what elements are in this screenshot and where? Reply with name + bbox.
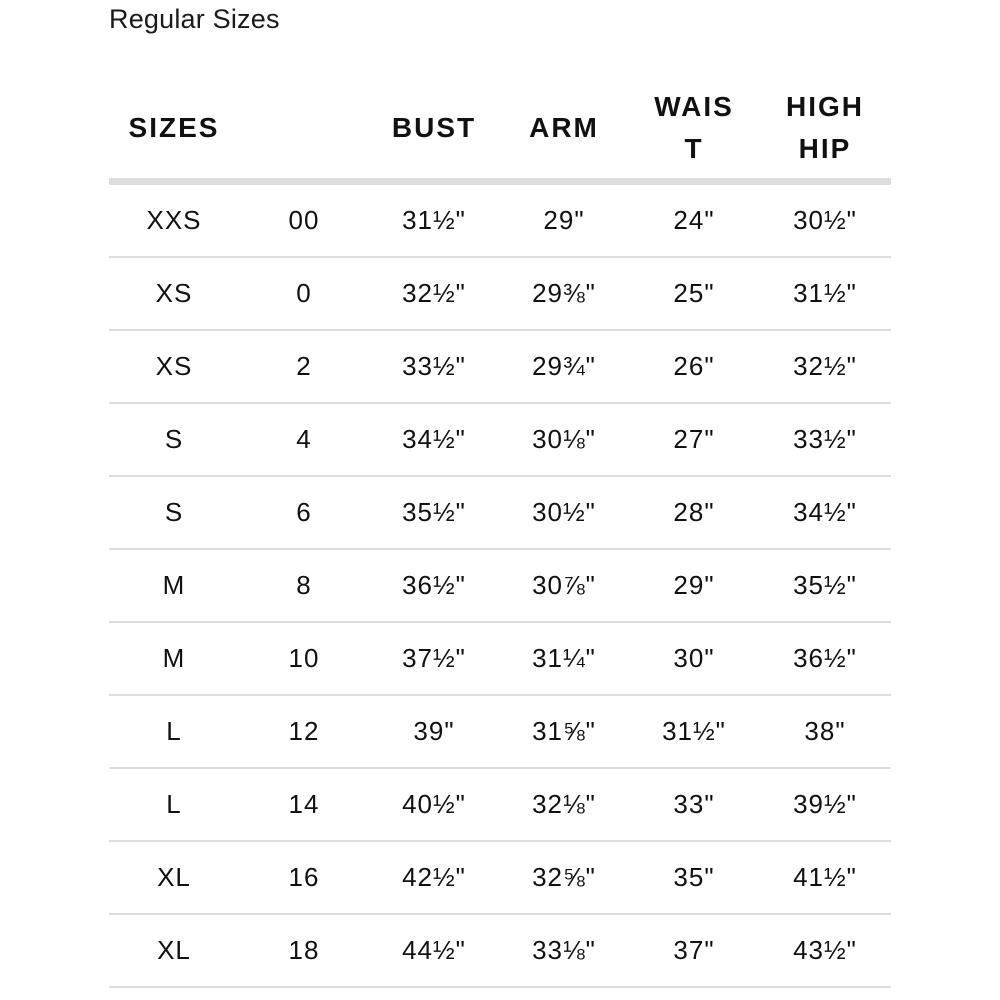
cell-arm: 29¾" (532, 351, 596, 381)
header-high-hip-cell (759, 86, 891, 170)
cell-size: L (166, 716, 182, 746)
cell-arm: 29⅜" (532, 278, 596, 308)
cell-waist: 25" (673, 278, 715, 308)
cell-arm: 30½" (532, 497, 596, 527)
cell-size: M (162, 643, 186, 673)
cell-number: 0 (296, 278, 312, 308)
cell-high-hip: 32½" (793, 351, 857, 381)
table-row (109, 842, 891, 915)
cell-bust: 33½" (402, 351, 466, 381)
cell-bust: 32½" (402, 278, 466, 308)
table-row (109, 915, 891, 988)
cell-bust: 31½" (402, 205, 466, 235)
table-row (109, 477, 891, 550)
cell-size: XS (155, 278, 193, 308)
cell-number: 6 (296, 497, 312, 527)
cell-arm: 32⅛" (532, 789, 596, 819)
cell-arm: 30⅞" (532, 570, 596, 600)
cell-waist: 26" (673, 351, 715, 381)
cell-bust: 39" (413, 716, 455, 746)
cell-high-hip: 41½" (793, 862, 857, 892)
cell-waist: 31½" (662, 716, 726, 746)
cell-arm: 31⅝" (532, 716, 596, 746)
cell-number: 8 (296, 570, 312, 600)
table-header-row (109, 78, 891, 185)
header-bust: BUST (391, 112, 477, 143)
cell-high-hip: 30½" (793, 205, 857, 235)
cell-waist: 28" (673, 497, 715, 527)
cell-size: M (162, 570, 186, 600)
cell-number: 10 (288, 643, 320, 673)
cell-bust: 44½" (402, 935, 466, 965)
cell-size: XXS (146, 205, 202, 235)
header-high-hip: HIGH HIP (786, 91, 864, 164)
cell-number: 00 (288, 205, 320, 235)
table-row (109, 769, 891, 842)
cell-high-hip: 31½" (793, 278, 857, 308)
cell-arm: 30⅛" (532, 424, 596, 454)
section-title: Regular Sizes (109, 4, 280, 34)
cell-arm: 31¼" (532, 643, 596, 673)
cell-bust: 36½" (402, 570, 466, 600)
cell-arm: 29" (543, 205, 585, 235)
table-row (109, 258, 891, 331)
cell-high-hip: 36½" (793, 643, 857, 673)
cell-high-hip: 43½" (793, 935, 857, 965)
cell-arm: 33⅛" (532, 935, 596, 965)
cell-arm: 32⅝" (532, 862, 596, 892)
cell-waist: 24" (673, 205, 715, 235)
cell-high-hip: 34½" (793, 497, 857, 527)
cell-high-hip: 33½" (793, 424, 857, 454)
table-row (109, 404, 891, 477)
cell-high-hip: 35½" (793, 570, 857, 600)
cell-waist: 35" (673, 862, 715, 892)
cell-waist: 29" (673, 570, 715, 600)
cell-number: 4 (296, 424, 312, 454)
cell-bust: 37½" (402, 643, 466, 673)
cell-bust: 42½" (402, 862, 466, 892)
table-row (109, 623, 891, 696)
cell-bust: 35½" (402, 497, 466, 527)
cell-number: 16 (288, 862, 320, 892)
cell-size: S (164, 424, 184, 454)
cell-bust: 40½" (402, 789, 466, 819)
table-row (109, 331, 891, 404)
cell-waist: 30" (673, 643, 715, 673)
cell-waist: 37" (673, 935, 715, 965)
header-waist: WAIST (654, 91, 734, 164)
cell-waist: 33" (673, 789, 715, 819)
cell-size: XS (155, 351, 193, 381)
header-sizes: SIZES (128, 112, 220, 143)
table-body (109, 185, 891, 988)
cell-waist: 27" (673, 424, 715, 454)
cell-number: 2 (296, 351, 312, 381)
cell-bust: 34½" (402, 424, 466, 454)
cell-high-hip: 38" (804, 716, 846, 746)
cell-number: 18 (288, 935, 320, 965)
table-row (109, 550, 891, 623)
cell-size: XL (157, 935, 191, 965)
cell-high-hip: 39½" (793, 789, 857, 819)
cell-size: L (166, 789, 182, 819)
table-row (109, 696, 891, 769)
table-row (109, 185, 891, 258)
cell-size: S (164, 497, 184, 527)
header-waist-cell (629, 86, 759, 170)
cell-number: 12 (288, 716, 320, 746)
cell-size: XL (157, 862, 191, 892)
size-chart-table (109, 78, 891, 988)
cell-number: 14 (288, 789, 320, 819)
header-arm: ARM (529, 112, 599, 143)
